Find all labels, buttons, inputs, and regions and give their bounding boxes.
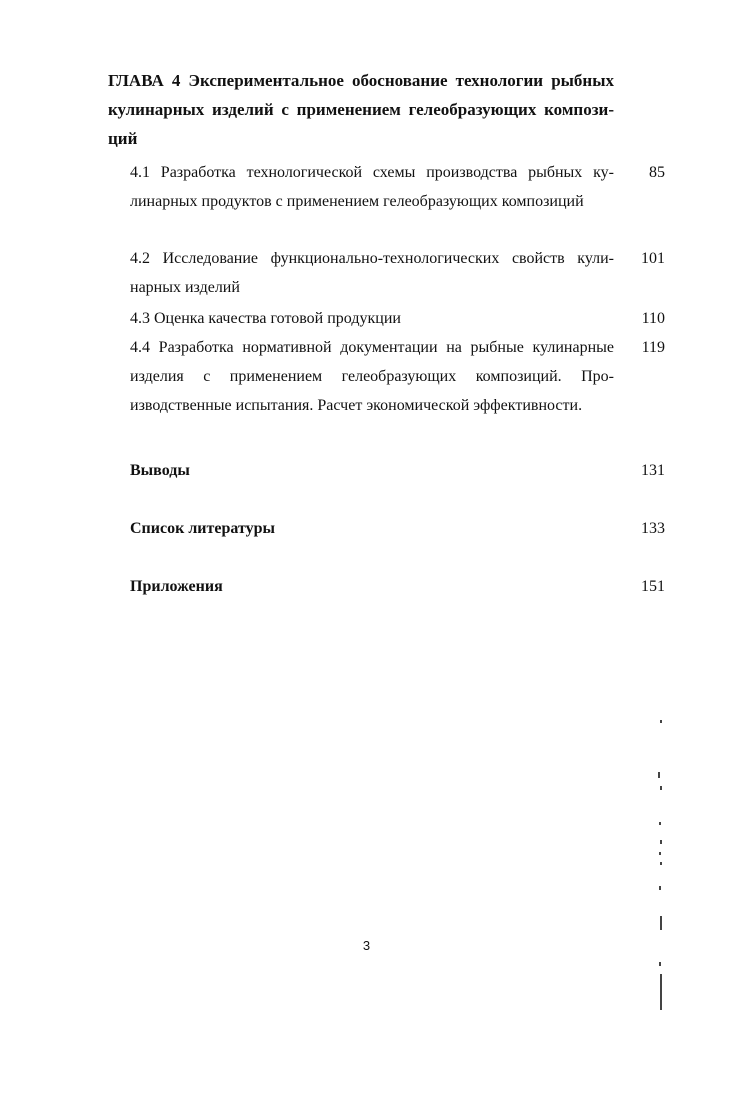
toc-entry-text: 4.3 Оценка качества готовой продукции	[130, 310, 401, 327]
toc-section-title: Приложения	[130, 578, 223, 595]
toc-section-title: Список литературы	[130, 520, 275, 537]
toc-section-page: 151	[641, 578, 665, 595]
toc-entry-text: 4.1 Разработка технологической схемы производства рыбных кулинарных продуктов с применением гелеобразующих композиций	[130, 164, 614, 210]
scan-edge-artifacts	[640, 700, 670, 1030]
toc-entry-text: 4.2 Исследование функционально-технологических свойств кулинарных изделий	[130, 250, 614, 296]
toc-entry-text: 4.4 Разработка нормативной документации на рыбные кулинарные изделия с применением гелеобразующих композиций. Производственные испытания. Расчет экономической эффективности.	[130, 339, 614, 414]
toc-entry-page: 110	[641, 310, 665, 327]
toc-entry-page: 85	[649, 164, 665, 181]
toc-entry-page: 101	[641, 250, 665, 267]
toc-section-page: 131	[641, 462, 665, 479]
toc-entry-page: 119	[641, 339, 665, 356]
toc-section-page: 133	[641, 520, 665, 537]
page-number: 3	[362, 938, 371, 953]
chapter-heading: ГЛАВА 4 Экспериментальное обоснование технологии рыбных кулинарных изделий с применением гелеобразующих композиций	[108, 71, 614, 148]
toc-section-title: Выводы	[130, 462, 190, 479]
